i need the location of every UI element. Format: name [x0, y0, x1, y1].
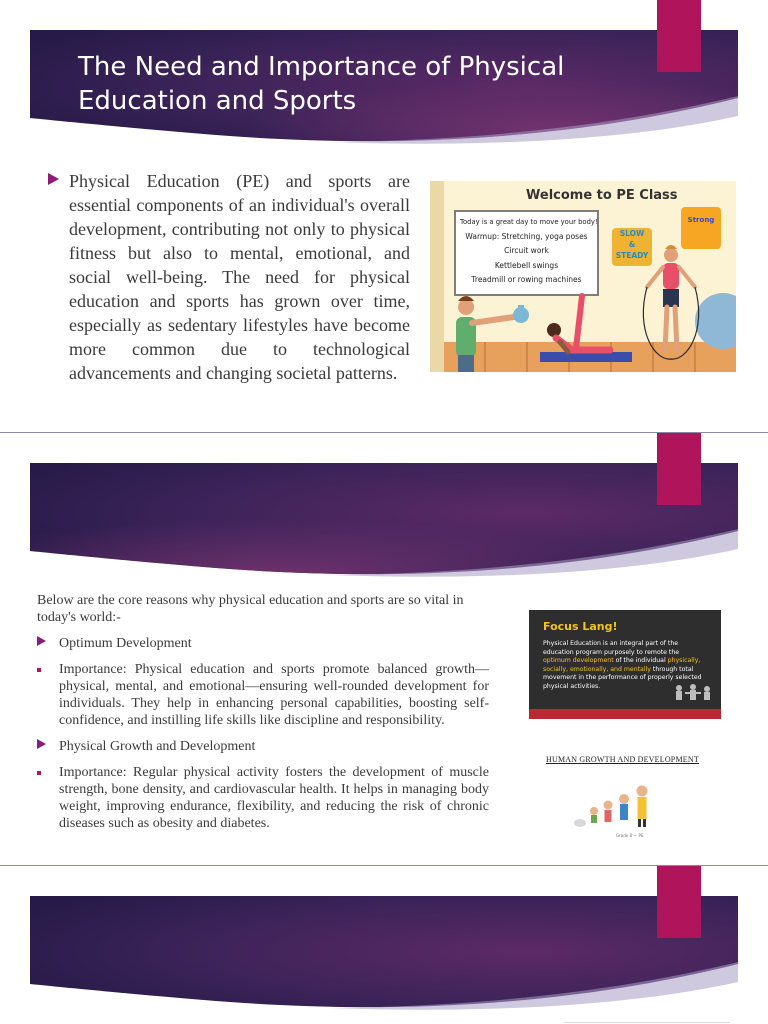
item-detail: Importance: Regular physical activity fosters the development of muscle strength, bone density, and cardiovascular health. It helps in managing body weight, improving endurance, flexibility, and reducing the risk of chronic diseases such as obesity and diabetes.	[59, 765, 489, 831]
pe-class-heading: Welcome to PE Class	[526, 188, 678, 203]
divider	[564, 1022, 730, 1023]
slide-title: The Need and Importance of Physical Education and Sports	[78, 52, 565, 116]
reasons-list	[37, 592, 489, 832]
item-detail: Importance: Physical education and sports promote balanced growth—physical, mental, and emotional—ensuring well-rounded development for individuals. They help in enhancing personal capabilities, boosting self-confidence, and instilling life skills like discipline and responsibility.	[59, 662, 489, 728]
intro-bullet	[48, 169, 410, 385]
sticker-text: Strong	[687, 216, 715, 224]
board-line: Kettlebell swings	[494, 260, 559, 270]
sub-item	[37, 661, 489, 729]
sticker-text: SLOW	[619, 229, 645, 238]
intro-text: Physical Education (PE) and sports are essential components of an individual's overall development, contributing not only to physical fitness but also to mental, emotional, and social well-being. The need for physical education and sports has grown over time, especially as sedentary lifestyles have become more common due to technological advancements and changing societal patterns.	[69, 171, 410, 383]
lead-text: Below are the core reasons why physical education and sports are so vital in today's world:-	[37, 593, 464, 625]
sub-item	[37, 764, 489, 832]
list-item	[37, 737, 489, 755]
board-line: Treadmill or rowing machines	[471, 275, 582, 284]
exercise-figures-icon	[669, 683, 715, 705]
focus-text-part: Physical Education is an integral part of the education program purposely to remote the	[543, 640, 680, 656]
square-bullet-icon	[37, 668, 41, 672]
slide-2	[0, 433, 768, 865]
kettlebell-person-figure	[444, 293, 544, 372]
list-item	[37, 634, 489, 652]
square-bullet-icon	[37, 771, 41, 775]
board-line: Warmup: Stretching, yoga poses	[465, 231, 588, 241]
accent-tab	[657, 433, 701, 505]
focus-card-title: Focus Lang!	[543, 620, 618, 633]
accent-tab	[657, 866, 701, 938]
focus-text-part: through total movement in the performance of properly selected physical activities.	[543, 665, 702, 690]
focus-text-highlight: physically, socially, emotionally, and mentally	[543, 657, 701, 673]
focus-text-highlight: optimum development	[543, 657, 614, 665]
growth-stages-figures	[572, 777, 668, 829]
focus-text-part: of the individual	[613, 657, 668, 665]
bullet-arrow-icon	[48, 173, 59, 185]
growth-title: HUMAN GROWTH AND DEVELOPMENT	[546, 755, 699, 764]
bullet-arrow-icon	[37, 636, 46, 646]
focus-card-footer-bar	[529, 709, 721, 719]
slide-1	[0, 0, 768, 432]
item-heading: Optimum Development	[59, 636, 192, 651]
accent-tab	[657, 0, 701, 72]
whiteboard	[454, 210, 599, 296]
focus-lang-card	[529, 610, 721, 719]
wall-strip	[430, 181, 444, 372]
board-line: Circuit work	[504, 246, 549, 255]
pe-class-illustration	[430, 181, 736, 372]
title-banner	[30, 463, 738, 579]
jump-rope-person-figure	[635, 241, 705, 366]
board-line: Today is a great day to move your body!	[460, 218, 598, 226]
slide-3	[0, 866, 768, 1024]
growth-caption: Grade 8 — PE	[616, 833, 644, 838]
item-heading: Physical Growth and Development	[59, 739, 256, 754]
bullet-arrow-icon	[37, 739, 46, 749]
sticker-text: &	[628, 240, 636, 249]
yoga-person-figure	[540, 286, 650, 372]
human-growth-image	[546, 755, 710, 841]
title-banner	[30, 896, 738, 1012]
sticker-text: STEADY	[615, 251, 649, 260]
